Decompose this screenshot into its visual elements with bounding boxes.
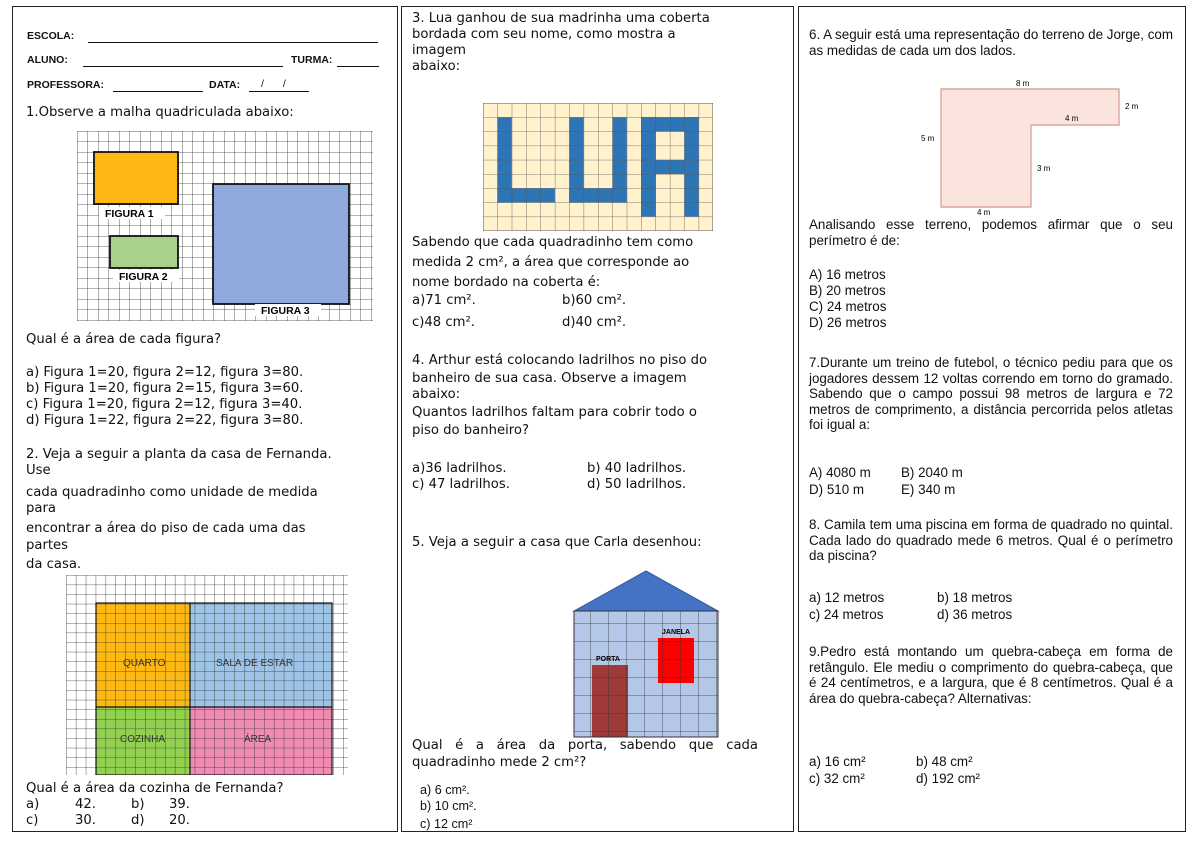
column-3 [798,6,1186,832]
q2-option-d-letter[interactable]: d) [131,813,145,828]
q8-option-b[interactable]: b) 18 metros [937,590,1013,605]
q6-option-b[interactable]: B) 20 metros [809,283,886,298]
q9-option-c[interactable]: c) 32 cm² [809,771,865,786]
measure-inner-horizontal: 4 m [1065,114,1079,123]
teacher-field[interactable] [113,91,203,92]
room-sala-label: SALA DE ESTAR [216,658,294,669]
q9-text: 9.Pedro está montando um quebra-cabeça em forma de retângulo. Ele mediu o comprimento do quebra-cabeça, que é 24 centímetros, e a largura, que é 8 centímetros. Qual é a área do quebra-cabeça? Alternativas: [809,644,1173,706]
room-cozinha-label: COZINHA [120,734,165,745]
q5-house-drawing [572,569,720,739]
q3-line-2: bordada com seu nome, como mostra a [412,27,676,42]
q2-line-3: cada quadradinho como unidade de medida [26,485,318,500]
q1-question: Qual é a área de cada figura? [26,332,222,347]
q4-option-c[interactable]: c) 47 ladrilhos. [412,477,510,492]
q1-grid-figure [77,131,373,321]
school-label: ESCOLA: [27,30,75,42]
student-field[interactable] [83,66,283,67]
q1-option-d[interactable]: d) Figura 1=22, figura 2=22, figura 3=80. [26,413,304,428]
figure-1-label: FIGURA 1 [105,208,154,220]
column-1 [12,6,398,832]
q4-line-2: banheiro de sua casa. Observe a imagem [412,371,687,386]
q2-question: Qual é a área da cozinha de Fernanda? [26,781,284,796]
q3-after-3: nome bordado na coberta é: [412,275,601,290]
class-label: TURMA: [291,54,333,66]
terrain-shape [941,89,1119,207]
q2-option-c-letter[interactable]: c) [26,813,39,828]
q2-line-5: encontrar a área do piso de cada uma das [26,521,306,536]
class-field[interactable] [337,66,379,67]
q4-line-4: Quantos ladrilhos faltam para cobrir todo o [412,405,697,420]
teacher-label: PROFESSORA: [27,79,105,91]
figure-2-shape [110,236,178,268]
window-label: JANELA [662,629,691,636]
q2-option-a-letter[interactable]: a) [26,797,40,812]
q4-line-3: abaixo: [412,387,461,402]
q1-option-c[interactable]: c) Figura 1=20, figura 2=12, figura 3=40. [26,397,303,412]
q3-option-d[interactable]: d)40 cm². [562,315,627,330]
q3-option-b[interactable]: b)60 cm². [562,293,627,308]
measure-bottom: 4 m [977,208,991,217]
room-area-label: ÁREA [244,734,272,745]
room-quarto-label: QUARTO [123,658,166,669]
q8-text: 8. Camila tem uma piscina em forma de quadrado no quintal. Cada lado do quadrado mede 6 metros. Qual é o perímetro da piscina? [809,517,1173,563]
q2-line-6: partes [26,538,69,553]
q2-line-7: da casa. [26,557,82,572]
q2-option-c-value: 30. [75,813,96,828]
q7-option-b[interactable]: B) 2040 m [901,465,963,480]
house-roof [574,571,718,611]
q2-option-b-letter[interactable]: b) [131,797,145,812]
date-field[interactable] [249,91,309,92]
q2-option-d-value: 20. [169,813,190,828]
q5-option-a[interactable]: a) 6 cm². [420,783,470,797]
q4-line-1: 4. Arthur está colocando ladrilhos no piso do [412,353,708,368]
q7-option-d[interactable]: D) 510 m [809,482,865,497]
q9-option-b[interactable]: b) 48 cm² [916,754,973,769]
q2-option-b-value: 39. [169,797,190,812]
measure-top: 8 m [1016,79,1030,88]
q1-prompt: 1.Observe a malha quadriculada abaixo: [26,105,294,120]
q4-option-b[interactable]: b) 40 ladrilhos. [587,461,687,476]
q5-question: Qual é a área da porta, sabendo que cada quadradinho mede 2 cm²? [412,738,758,770]
q2-line-4: para [26,501,56,516]
figure-3-shape [213,184,349,304]
q3-line-1: 3. Lua ganhou de sua madrinha uma coberta [412,11,710,26]
q4-option-a[interactable]: a)36 ladrilhos. [412,461,507,476]
q1-option-b[interactable]: b) Figura 1=20, figura 2=15, figura 3=60. [26,381,304,396]
q7-option-e[interactable]: E) 340 m [901,482,956,497]
q6-option-c[interactable]: C) 24 metros [809,299,887,314]
q7-option-a[interactable]: A) 4080 m [809,465,871,480]
q2-floor-plan [66,575,348,775]
measure-inner-vertical: 3 m [1037,164,1051,173]
q4-line-5: piso do banheiro? [412,423,529,438]
measure-left: 5 m [921,134,935,143]
school-field[interactable] [88,42,378,43]
q3-option-a[interactable]: a)71 cm². [412,293,476,308]
q9-option-d[interactable]: d) 192 cm² [916,771,980,786]
figure-2-label: FIGURA 2 [119,271,168,283]
student-label: ALUNO: [27,54,68,66]
figure-3-label: FIGURA 3 [261,305,310,317]
q3-lua-blanket [483,103,713,231]
q6-option-d[interactable]: D) 26 metros [809,315,887,330]
q8-option-d[interactable]: d) 36 metros [937,607,1013,622]
q8-option-a[interactable]: a) 12 metros [809,590,885,605]
q6-option-a[interactable]: A) 16 metros [809,267,886,282]
date-label: DATA: [209,79,241,91]
q5-option-c[interactable]: c) 12 cm² [420,817,473,831]
figure-1-shape [94,152,178,204]
q4-option-d[interactable]: d) 50 ladrilhos. [587,477,687,492]
q3-line-4: abaixo: [412,59,461,74]
column-2 [401,6,794,832]
q3-after-2: medida 2 cm², a área que corresponde ao [412,255,690,270]
q2-line-2: Use [26,463,51,478]
q5-prompt: 5. Veja a seguir a casa que Carla desenhou: [412,535,702,550]
q3-after-1: Sabendo que cada quadradinho tem como [412,235,694,250]
measure-right: 2 m [1125,102,1139,111]
q3-line-3: imagem [412,43,466,58]
q8-option-c[interactable]: c) 24 metros [809,607,884,622]
q5-option-b[interactable]: b) 10 cm². [420,799,477,813]
q6-prompt: 6. A seguir está uma representação do terreno de Jorge, com as medidas de cada um dos lados. [809,27,1173,58]
q7-text: 7.Durante um treino de futebol, o técnico pediu para que os jogadores dessem 12 voltas correndo em torno do gramado. Sabendo que o campo possui 98 metros de largura e 72 metros de comprimento, a distância percorrida pelos atletas foi igual a: [809,355,1173,432]
q3-option-c[interactable]: c)48 cm². [412,315,475,330]
q2-line-1: 2. Veja a seguir a planta da casa de Fernanda. [26,447,332,462]
date-slashes: / / [261,78,294,90]
q9-option-a[interactable]: a) 16 cm² [809,754,866,769]
q6-question: Analisando esse terreno, podemos afirmar que o seu perímetro é de: [809,217,1173,248]
q2-option-a-value: 42. [75,797,96,812]
door-label: PORTA [596,656,620,663]
q6-terrain-diagram [909,77,1159,217]
q1-option-a[interactable]: a) Figura 1=20, figura 2=12, figura 3=80. [26,365,304,380]
